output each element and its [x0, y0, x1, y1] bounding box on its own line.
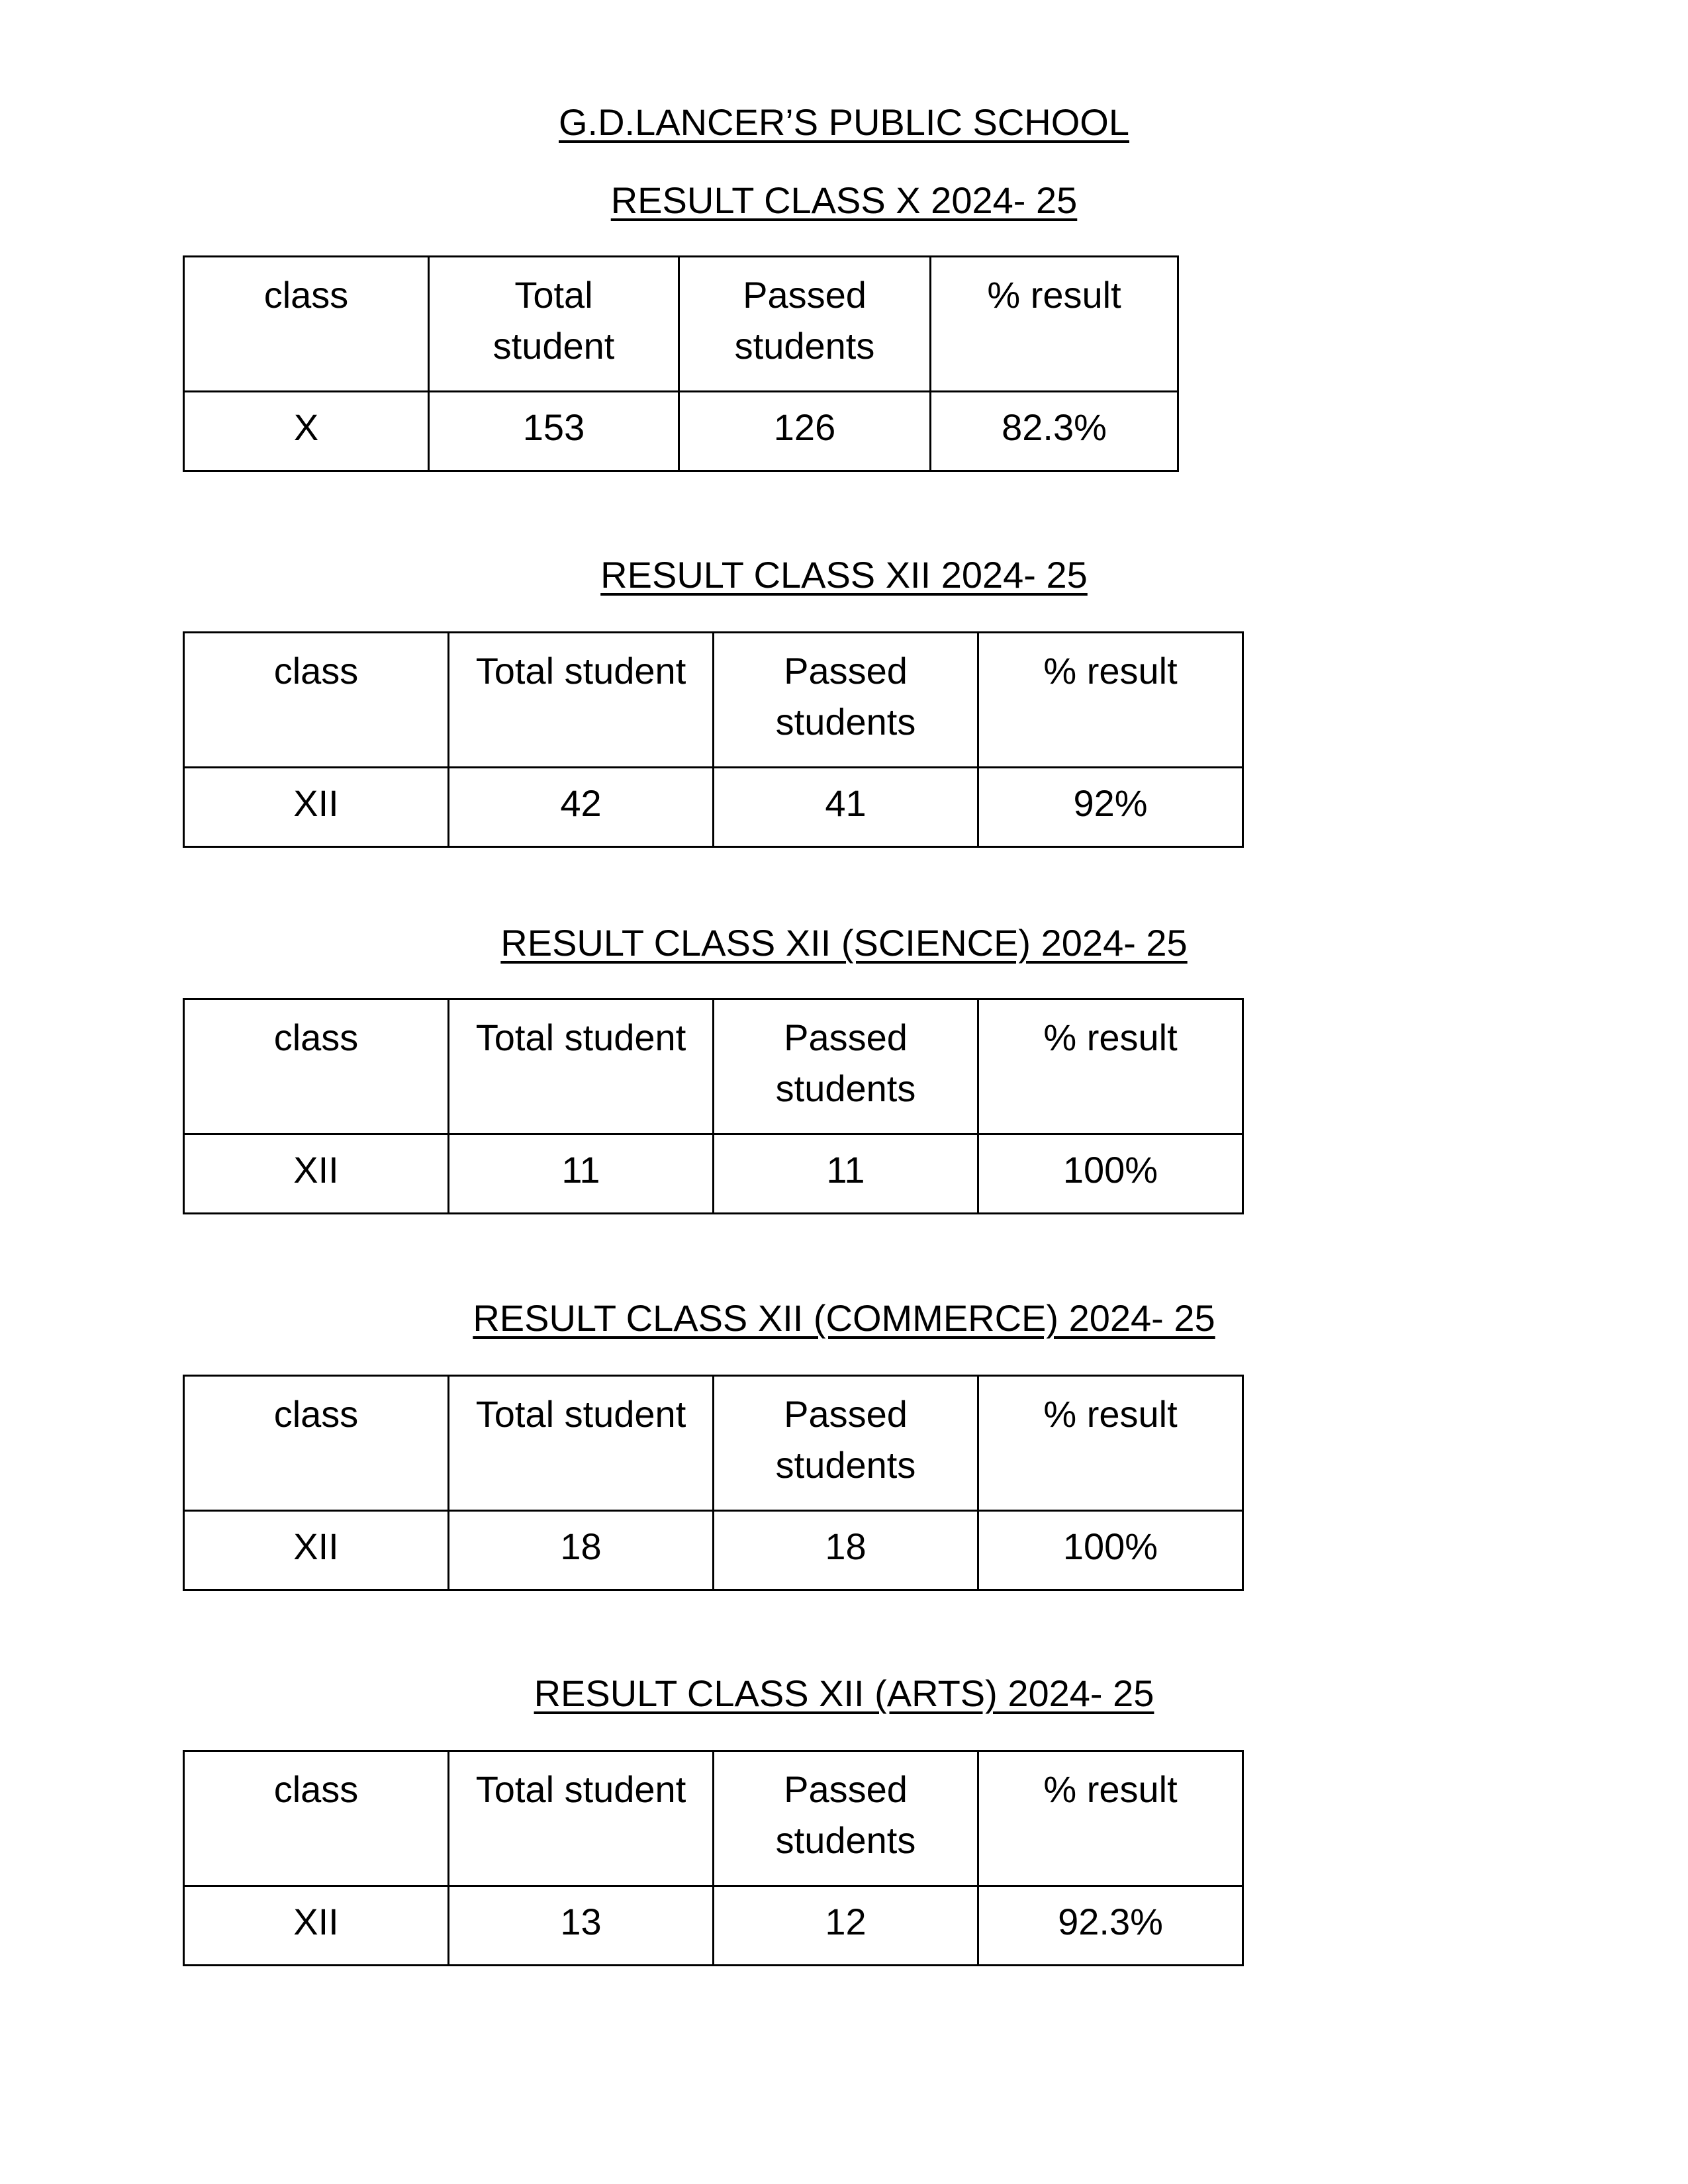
section-title-class-xii-science: RESULT CLASS XII (SCIENCE) 2024- 25 — [500, 922, 1188, 964]
result-table-class-xii-science — [183, 998, 1244, 1214]
cell-percent-result: 92% — [978, 768, 1243, 847]
cell-class: XII — [184, 1134, 449, 1214]
cell-total-student: 153 — [429, 392, 679, 471]
header-total-student: Total student — [449, 999, 714, 1134]
header-percent-result: % result — [931, 257, 1178, 392]
cell-percent-result: 92.3% — [978, 1886, 1243, 1966]
school-name: G.D.LANCER’S PUBLIC SCHOOL — [559, 101, 1129, 143]
table-header-row — [184, 1751, 1243, 1886]
header-passed-students: Passed students — [714, 1376, 978, 1511]
header-percent-result: % result — [978, 999, 1243, 1134]
header-class: class — [184, 633, 449, 768]
header-class: class — [184, 1751, 449, 1886]
cell-percent-result: 100% — [978, 1511, 1243, 1590]
table-row — [184, 392, 1178, 471]
header-class: class — [184, 999, 449, 1134]
header-passed-students: Passed students — [714, 1751, 978, 1886]
table-row — [184, 1511, 1243, 1590]
table-row — [184, 1134, 1243, 1214]
cell-passed-students: 12 — [714, 1886, 978, 1966]
header-passed-students: Passed students — [714, 999, 978, 1134]
section-title-class-xii-commerce: RESULT CLASS XII (COMMERCE) 2024- 25 — [473, 1297, 1215, 1339]
cell-class: XII — [184, 1511, 449, 1590]
result-table-class-xii-arts — [183, 1750, 1244, 1966]
table-header-row — [184, 1376, 1243, 1511]
header-class: class — [184, 1376, 449, 1511]
table-row — [184, 768, 1243, 847]
cell-passed-students: 11 — [714, 1134, 978, 1214]
header-total-student: Total student — [429, 257, 679, 392]
result-table-class-xii-commerce — [183, 1375, 1244, 1591]
cell-percent-result: 82.3% — [931, 392, 1178, 471]
result-table-class-x — [183, 255, 1179, 472]
result-table-class-xii — [183, 631, 1244, 848]
cell-passed-students: 126 — [679, 392, 931, 471]
section-title-class-x: RESULT CLASS X 2024- 25 — [610, 179, 1078, 221]
page-title — [0, 99, 1688, 146]
table-header-row — [184, 257, 1178, 392]
header-total-student: Total student — [449, 1376, 714, 1511]
header-percent-result: % result — [978, 1376, 1243, 1511]
table-header-row — [184, 999, 1243, 1134]
header-class: class — [184, 257, 429, 392]
cell-total-student: 13 — [449, 1886, 714, 1966]
cell-percent-result: 100% — [978, 1134, 1243, 1214]
header-percent-result: % result — [978, 1751, 1243, 1886]
header-total-student: Total student — [449, 1751, 714, 1886]
cell-total-student: 42 — [449, 768, 714, 847]
section-title-class-xii: RESULT CLASS XII 2024- 25 — [600, 554, 1088, 596]
cell-passed-students: 18 — [714, 1511, 978, 1590]
table-header-row — [184, 633, 1243, 768]
cell-total-student: 18 — [449, 1511, 714, 1590]
header-passed-students: Passed students — [679, 257, 931, 392]
header-percent-result: % result — [978, 633, 1243, 768]
header-passed-students: Passed students — [714, 633, 978, 768]
table-row — [184, 1886, 1243, 1966]
cell-class: X — [184, 392, 429, 471]
cell-class: XII — [184, 768, 449, 847]
cell-passed-students: 41 — [714, 768, 978, 847]
header-total-student: Total student — [449, 633, 714, 768]
cell-total-student: 11 — [449, 1134, 714, 1214]
cell-class: XII — [184, 1886, 449, 1966]
section-title-class-xii-arts: RESULT CLASS XII (ARTS) 2024- 25 — [534, 1672, 1154, 1714]
